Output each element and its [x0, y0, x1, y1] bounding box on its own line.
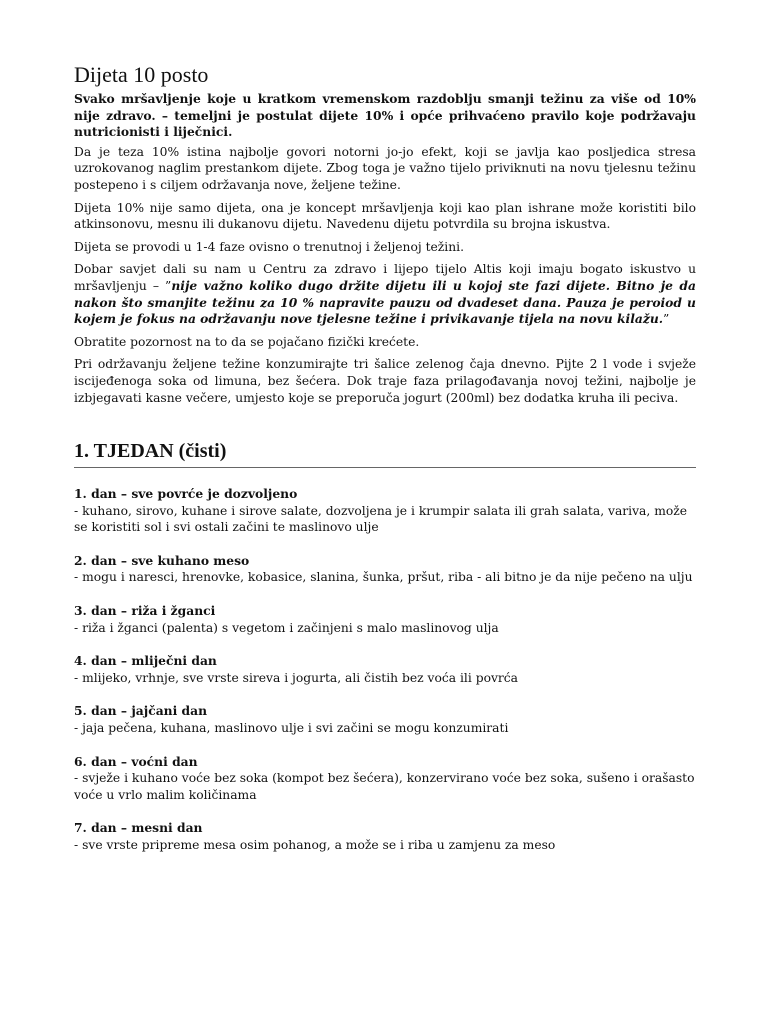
day-description: - mogu i naresci, hrenovke, kobasice, slanina, šunka, pršut, riba - ali bitno je da nije pečeno na ulju — [74, 570, 693, 585]
day-heading: 2. dan – sve kuhano meso — [74, 552, 250, 568]
day-item — [74, 553, 696, 586]
day-item — [74, 486, 696, 536]
day-description: - kuhano, sirovo, kuhane i sirove salate, dozvoljena je i krumpir salata ili grah salata, variva, može se koristiti sol i svi ostali začini te maslinovo ulje — [74, 503, 688, 535]
day-description: - mlijeko, vrhnje, sve vrste sireva i jogurta, ali čistih bez voća ili povrća — [74, 670, 519, 685]
day-description: - jaja pečena, kuhana, maslinovo ulje i svi začini se mogu konzumirati — [74, 721, 509, 736]
day-item — [74, 603, 696, 636]
paragraph-1: Da je teza 10% istina najbolje govori notorni jo-jo efekt, koji se javlja kao posljedica stresa uzrokovanog naglim prestankom dijete. Zbog toga je važno tijelo priviknuti na novu tjelesnu težinu postepeno i s ciljem održavanja nove, željene težine. — [74, 144, 696, 192]
day-heading: 1. dan – sve povrće je dozvoljeno — [74, 486, 298, 502]
week-heading: 1. TJEDAN (čisti) — [74, 438, 696, 468]
advice-close: ” — [663, 312, 670, 327]
document-title: Dijeta 10 posto — [74, 62, 209, 87]
day-heading: 6. dan – voćni dan — [74, 753, 198, 769]
day-item — [74, 703, 696, 736]
day-heading: 5. dan – jajčani dan — [74, 703, 208, 719]
day-item — [74, 754, 696, 804]
paragraph-5: Pri održavanju željene težine konzumirajte tri šalice zelenog čaja dnevno. Pijte 2 l vode i svježe iscijeđenoga soka od limuna, bez šećera. Dok traje faza prilagođavanja novoj težini, najbolje je izbjegavati kasne večere, umjesto koje se preporuča jogurt (200ml) bez dodatka kruha ili peciva. — [74, 357, 696, 405]
day-description: - svježe i kuhano voće bez soka (kompot bez šećera), konzervirano voće bez soka, sušeno i orašasto voće u vrlo malim količinama — [74, 771, 695, 802]
advice-quote: nije važno koliko dugo držite dijetu ili u kojoj ste fazi dijete. Bitno je da nakon što smanjite težinu za 10 % napravite pauzu od dvadeset dana. Pauza je peroiod u kojem je fokus na održavanju nove tjelesne težine i privikavanje tijela na novu kilažu. — [74, 277, 696, 327]
day-heading: 3. dan – riža i žganci — [74, 603, 216, 619]
day-description: - riža i žganci (palenta) s vegetom i začinjeni s malo maslinovog ulja — [74, 620, 499, 635]
advice-intro: Dobar savjet dali su nam u Centru za zdravo i lijepo tijelo Altis koji imaju bogato iskustvo u mršavljenju – ” — [74, 262, 696, 293]
paragraph-4: Obratite pozornost na to da se pojačano fizički krećete. — [74, 334, 420, 349]
paragraph-3: Dijeta se provodi u 1-4 faze ovisno o trenutnoj i željenoj težini. — [74, 239, 464, 254]
document-page — [74, 62, 696, 871]
day-heading: 4. dan – mliječni dan — [74, 653, 217, 669]
day-heading: 7. dan – mesni dan — [74, 820, 203, 836]
paragraph-2: Dijeta 10% nije samo dijeta, ona je koncept mršavljenja koji kao plan ishrane može koristiti bilo atkinsonovu, mesnu ili dukanovu dijetu. Navedenu dijetu potvrdila su brojna iskustva. — [74, 200, 696, 232]
day-description: - sve vrste pripreme mesa osim pohanog, a može se i riba u zamjenu za meso — [74, 838, 556, 852]
day-item — [74, 820, 696, 853]
advice-paragraph — [74, 261, 696, 327]
lead-paragraph: Svako mršavljenje koje u kratkom vremenskom razdoblju smanji težinu za više od 10% nije zdravo. – temeljni je postulat dijete 10% i opće prihvaćeno pravilo koje podržavaju nutricionisti i liječnici. — [74, 91, 696, 140]
day-item — [74, 653, 696, 686]
